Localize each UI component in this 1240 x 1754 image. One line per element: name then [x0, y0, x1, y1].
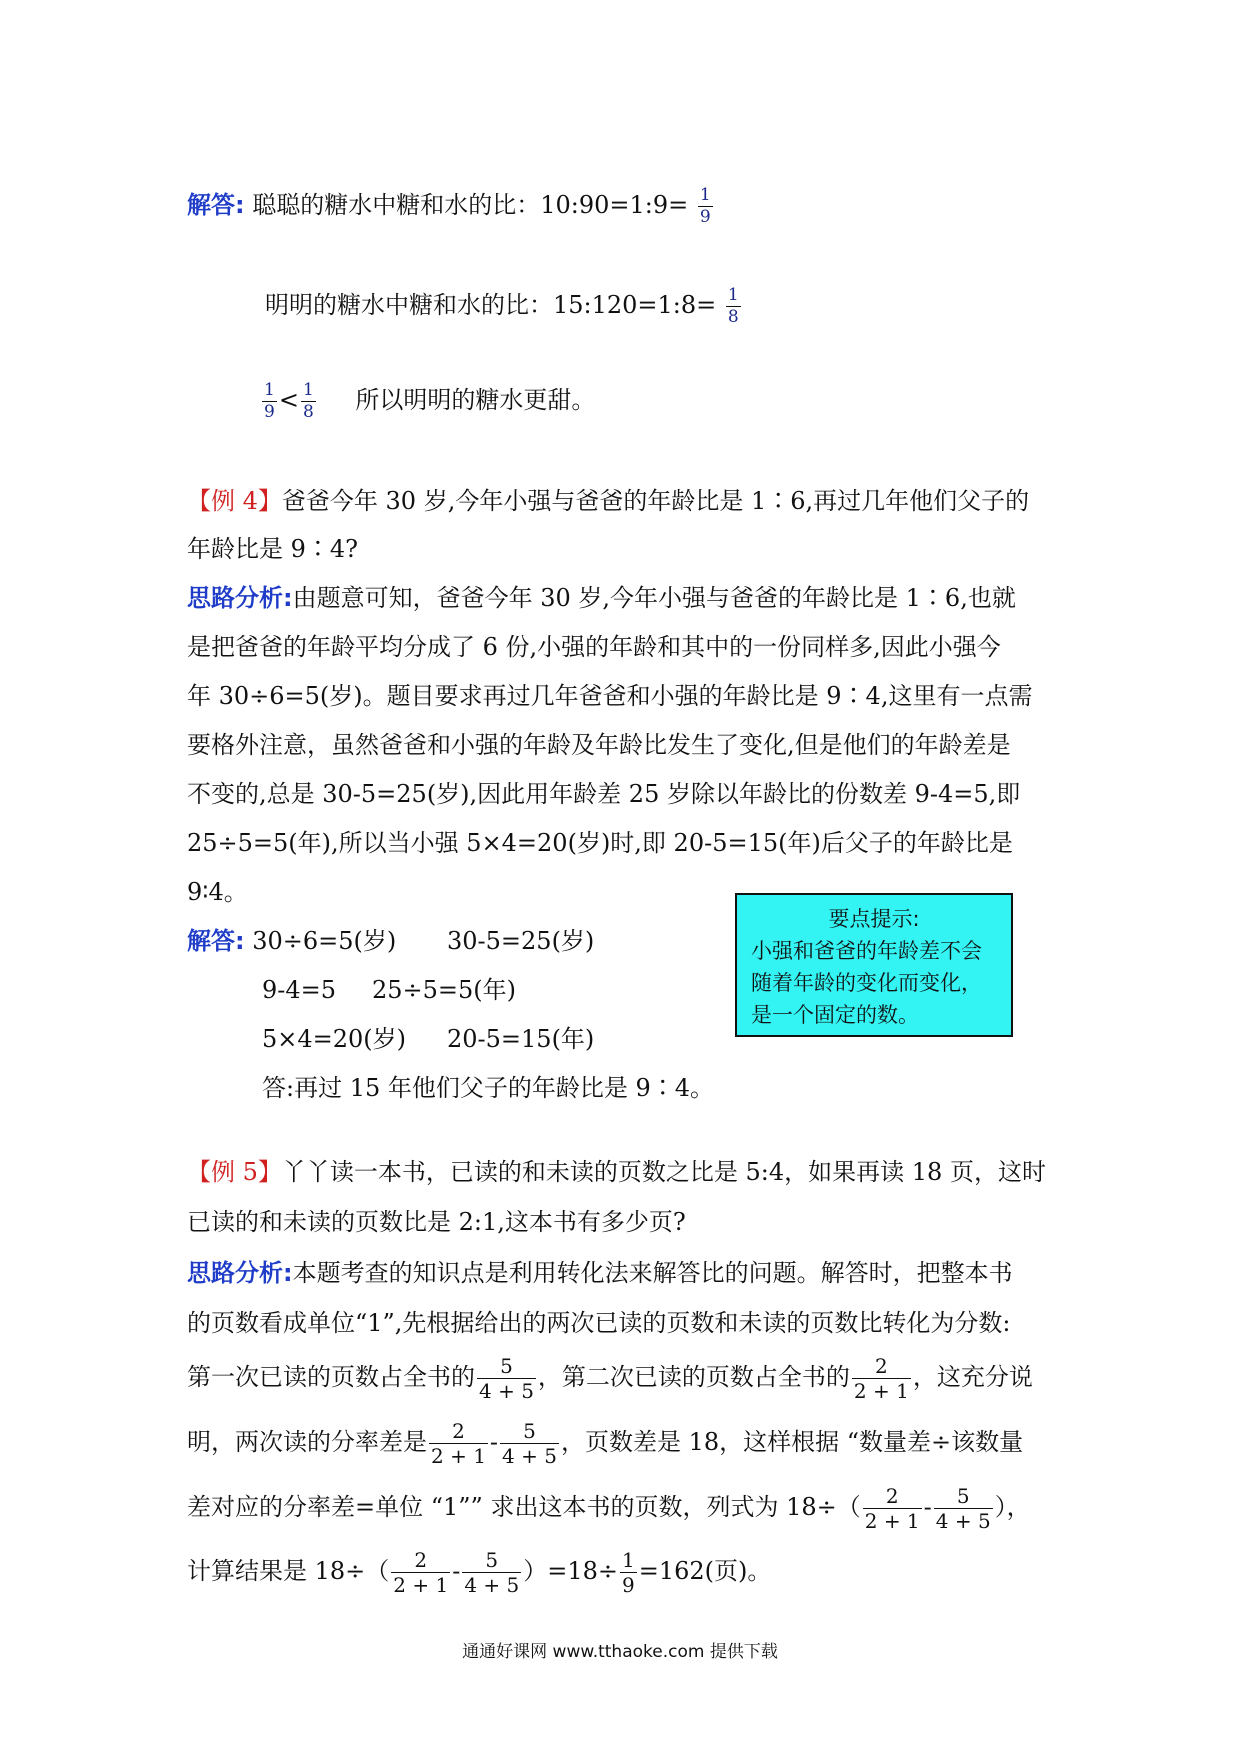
answer-line-3 [260, 382, 595, 421]
fraction: $\frac{2}{2 + 1}$ [864, 1484, 920, 1533]
analysis-label: 思路分析: [187, 584, 293, 612]
example5-analysis-5 [187, 1486, 1031, 1531]
example4-final-answer: 答:再过 15 年他们父子的年龄比是 9∶4。 [262, 1074, 715, 1102]
tip-line-2: 随着年龄的变化而变化， [751, 971, 982, 995]
text: =162(页)。 [638, 1557, 772, 1585]
step: 25÷5=5(年) [372, 976, 517, 1004]
fraction: $\frac{2}{2 + 1}$ [393, 1548, 449, 1597]
text: ）=18÷ [523, 1557, 618, 1585]
fraction: $\frac{5}{4 + 5}$ [935, 1484, 991, 1533]
text: 第一次已读的页数占全书的 [187, 1363, 475, 1391]
fraction: $\frac{2}{2 + 1}$ [853, 1354, 909, 1403]
example4-analysis-5: 不变的,总是 30-5=25(岁),因此用年龄差 25 岁除以年龄比的份数差 9-4=5,即 [187, 780, 1021, 808]
example5-tag: 【例 5】 [187, 1158, 282, 1186]
answer-text-3: 所以明明的糖水更甜。 [355, 386, 596, 414]
fraction: $\frac{1}{9}$ [264, 380, 275, 422]
fraction: $\frac{1}{9}$ [699, 185, 711, 227]
example5-analysis-2: 的页数看成单位“1”,先根据给出的两次已读的页数和未读的页数比转化为分数: [187, 1309, 1011, 1337]
answer-text-1: 聪聪的糖水中糖和水的比：10:90=1:9= [252, 191, 689, 219]
text: 差对应的分率差=单位 “1”” 求出这本书的页数，列式为 18÷（ [187, 1493, 861, 1521]
example5-analysis-6 [187, 1550, 771, 1595]
example4-question-2: 年龄比是 9∶4? [187, 535, 359, 563]
example5-analysis-3 [187, 1356, 1033, 1401]
text: ，这充分说 [912, 1363, 1033, 1391]
fraction: $\frac{2}{2 + 1}$ [431, 1419, 486, 1468]
example5-question-2: 已读的和未读的页数比是 2:1,这本书有多少页? [187, 1208, 686, 1236]
step: 20-5=15(年) [447, 1025, 595, 1053]
minus: - [923, 1493, 932, 1521]
analysis-text: 本题考查的知识点是利用转化法来解答比的问题。解答时，把整本书 [292, 1259, 1013, 1287]
example4-analysis-3: 年 30÷6=5(岁)。题目要求再过几年爸爸和小强的年龄比是 9∶4,这里有一点需 [187, 682, 1033, 710]
page-footer: 通通好课网 www.tthaoke.com 提供下载 [462, 1642, 778, 1662]
step: 30÷6=5(岁) [252, 927, 397, 955]
fraction: $\frac{1}{8}$ [727, 285, 739, 327]
minus: - [452, 1557, 461, 1585]
fraction: $\frac{5}{4 + 5}$ [464, 1548, 520, 1597]
answer-line-2 [265, 287, 743, 326]
example4-answer-1 [187, 927, 595, 955]
example4-q1: 爸爸今年 30 岁,今年小强与爸爸的年龄比是 1∶6,再过几年他们父子的 [281, 487, 1030, 515]
example4-analysis-1 [187, 584, 1016, 612]
text: ）， [994, 1493, 1031, 1521]
example5-q1: 丫丫读一本书，已读的和未读的页数之比是 5:4，如果再读 18 页，这时 [281, 1158, 1046, 1186]
example4-analysis-4: 要格外注意，虽然爸爸和小强的年龄及年龄比发生了变化,但是他们的年龄差是 [187, 731, 1011, 759]
answer-text-2: 明明的糖水中糖和水的比：15:120=1:8= [265, 291, 717, 319]
example5-analysis-4 [187, 1421, 1023, 1466]
example5-analysis-1 [187, 1259, 1013, 1287]
tip-title: 要点提示: [828, 907, 920, 931]
answer-line-1 [187, 187, 715, 226]
example4-analysis-2: 是把爸爸的年龄平均分成了 6 份,小强的年龄和其中的一份同样多,因此小强今 [187, 633, 1001, 661]
example4-analysis-7: 9∶4。 [187, 878, 248, 906]
fraction: $\frac{1}{8}$ [302, 380, 314, 422]
tip-line-1: 小强和爸爸的年龄差不会 [751, 939, 982, 963]
analysis-text: 由题意可知，爸爸今年 30 岁,今年小强与爸爸的年龄比是 1∶6,也就 [292, 584, 1016, 612]
example4-answer-2 [262, 976, 517, 1004]
example5-question-1 [187, 1158, 1046, 1186]
answer-label: 解答: [187, 927, 245, 955]
step: 30-5=25(岁) [447, 927, 595, 955]
tip-box [735, 893, 1013, 1037]
answer-label: 解答: [187, 191, 245, 219]
minus: - [489, 1428, 499, 1456]
example4-question-1 [187, 487, 1029, 515]
less-than: < [278, 386, 299, 414]
fraction: $\frac{5}{4 + 5}$ [502, 1419, 557, 1468]
example4-analysis-6: 25÷5=5(年),所以当小强 5×4=20(岁)时,即 20-5=15(年)后父子的年龄比是 [187, 829, 1013, 857]
analysis-label: 思路分析: [187, 1259, 293, 1287]
step: 5×4=20(岁) [262, 1025, 407, 1053]
step: 9-4=5 [262, 976, 337, 1004]
example4-tag: 【例 4】 [187, 487, 282, 515]
text: ，第二次已读的页数占全书的 [537, 1363, 850, 1391]
text: 明，两次读的分率差是 [187, 1428, 427, 1456]
text: 计算结果是 18÷（ [187, 1557, 390, 1585]
fraction: $\frac{1}{9}$ [622, 1548, 635, 1597]
text: ，页数差是 18，这样根据 “数量差÷该数量 [560, 1428, 1024, 1456]
example4-answer-3 [262, 1025, 595, 1053]
fraction: $\frac{5}{4 + 5}$ [479, 1354, 534, 1403]
tip-line-3: 是一个固定的数。 [751, 1003, 919, 1027]
